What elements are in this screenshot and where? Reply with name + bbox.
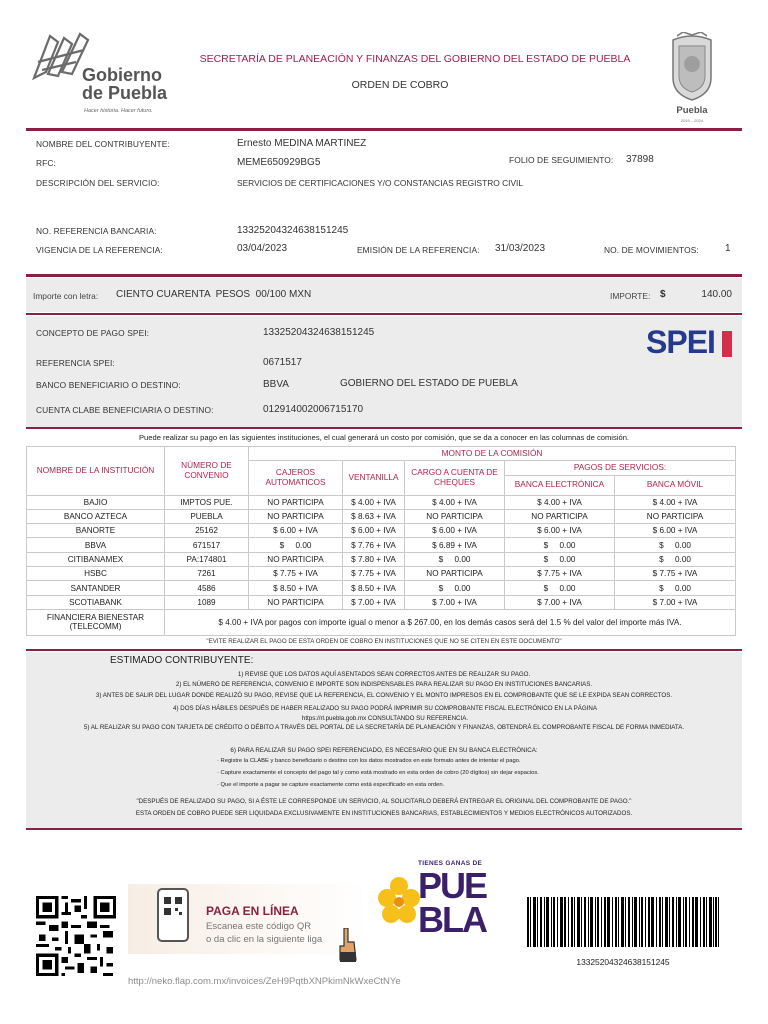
col-agreement-number: NÚMERO DE CONVENIO xyxy=(165,447,249,496)
taxpayer-name-value: Ernesto MEDINA MARTINEZ xyxy=(237,138,367,149)
pay-online-title: PAGA EN LÍNEA xyxy=(206,904,299,918)
import-value: 140.00 xyxy=(701,289,732,300)
seal-years: 2019 – 2024 xyxy=(680,118,704,123)
divider-notice-bottom xyxy=(26,828,742,830)
notice-item-6: 6) PARA REALIZAR SU PAGO SPEI REFERENCIADO, ES NECESARIO QUE EN SU BANCA ELECTRÓNICA: xyxy=(230,747,538,754)
phone-qr-icon xyxy=(156,887,190,943)
import-label: IMPORTE: xyxy=(610,291,651,301)
table-cell: $ 6.00 + IVA xyxy=(249,524,343,538)
table-row xyxy=(27,524,736,538)
table-cell: $ 7.76 + IVA xyxy=(343,538,405,552)
table-cell: $ 0.00 xyxy=(505,552,615,566)
folio-label: FOLIO DE SEGUIMIENTO: xyxy=(509,155,614,165)
table-cell: $ 0.00 xyxy=(615,581,736,595)
notice-item-2: 2) EL NÚMERO DE REFERENCIA, CONVENIO E IMPORTE SON INDISPENSABLES PARA REALIZAR SU PAGO EN INSTITUCIONES BANCARIAS. xyxy=(175,681,593,688)
table-cell: $ 0.00 xyxy=(249,538,343,552)
table-cell: CITIBANAMEX xyxy=(27,552,165,566)
table-cell: $ 4.00 + IVA xyxy=(505,495,615,509)
coat-of-arms-icon xyxy=(667,32,717,102)
table-cell: SANTANDER xyxy=(27,581,165,595)
spei-reference-label: REFERENCIA SPEI: xyxy=(36,358,115,368)
brand-line-2: BLA xyxy=(418,899,486,940)
table-cell: $ 7.00 + IVA xyxy=(405,595,505,609)
logo-tagline: Hacer historia. Hacer futuro. xyxy=(84,108,153,114)
notice-item-5: 5) AL REALIZAR SU PAGO CON TARJETA DE CRÉDITO O DÉBITO A TRAVÉS DEL PORTAL DE LA SECRETARÍA DE PLANEACIÓN Y FINANZAS, OBTENDRÁ EL COMPROBANTE FISCAL DE FORMA INMEDIATA. xyxy=(83,724,685,731)
table-cell: $ 7.75 + IVA xyxy=(615,567,736,581)
table-cell: BANCO AZTECA xyxy=(27,509,165,523)
barcode-icon xyxy=(527,897,719,947)
table-cell: $ 7.75 + IVA xyxy=(343,567,405,581)
table-cell: NO PARTICIPA xyxy=(405,509,505,523)
table-cell: $ 7.00 + IVA xyxy=(615,595,736,609)
table-cell: NO PARTICIPA xyxy=(249,552,343,566)
seal-caption: Puebla xyxy=(676,105,708,116)
notice-footer-1: "DESPUÉS DE REALIZADO SU PAGO, SI A ÉSTE LE CORRESPONDE UN SERVICIO, AL SOLICITARLO DEBERÁ ENTREGAR EL ORIGINAL DEL COMPROBANTE DE PAGO." xyxy=(136,798,632,805)
table-cell: $ 4.00 + IVA xyxy=(405,495,505,509)
folio-value: 37898 xyxy=(626,154,654,165)
col-electronic-banking: BANCA ELECTRÓNICA xyxy=(505,475,615,495)
table-row xyxy=(27,609,736,635)
table-cell: NO PARTICIPA xyxy=(405,567,505,581)
spei-concept-label: CONCEPTO DE PAGO SPEI: xyxy=(36,328,150,338)
taxpayer-name-label: NOMBRE DEL CONTRIBUYENTE: xyxy=(36,139,170,149)
col-window: VENTANILLA xyxy=(343,461,405,495)
table-cell: $ 0.00 xyxy=(405,552,505,566)
table-cell: NO PARTICIPA xyxy=(615,509,736,523)
table-cell: 1089 xyxy=(165,595,249,609)
rfc-value: MEME650929BG5 xyxy=(237,157,321,168)
validity-label: VIGENCIA DE LA REFERENCIA: xyxy=(36,245,163,255)
institutions-intro: Puede realizar su pago en las siguientes instituciones, el cual generará un costo por comisión, que se da a conocer en las columnas de comisión. xyxy=(138,433,630,442)
spei-logo-text: SPEI xyxy=(646,324,715,360)
pay-online-line-1: Escanea este código QR xyxy=(206,921,312,932)
table-cell: BANORTE xyxy=(27,524,165,538)
table-cell: HSBC xyxy=(27,567,165,581)
col-check-account: CARGO A CUENTA DE CHEQUES xyxy=(405,461,505,495)
spei-reference-value: 0671517 xyxy=(263,357,302,368)
table-cell: FINANCIERA BIENESTAR (TELECOMM) xyxy=(27,609,165,635)
clabe-value: 012914002006715170 xyxy=(263,404,364,415)
pointing-hand-icon xyxy=(334,928,358,962)
divider-spei-top xyxy=(26,313,742,315)
beneficiary-name-value: GOBIERNO DEL ESTADO DE PUEBLA xyxy=(340,378,518,389)
qr-code-icon[interactable] xyxy=(36,896,116,976)
movements-value: 1 xyxy=(725,243,731,254)
table-cell: IMPTOS PUE. xyxy=(165,495,249,509)
table-cell: $ 8.50 + IVA xyxy=(343,581,405,595)
service-description-value: SERVICIOS DE CERTIFICACIONES Y/O CONSTANCIAS REGISTRO CIVIL xyxy=(237,178,524,188)
logo-line-2: de Puebla xyxy=(82,83,168,103)
table-cell: $ 4.00 + IVA xyxy=(615,495,736,509)
barcode-number: 13325204324638151245 xyxy=(576,957,670,967)
table-cell: NO PARTICIPA xyxy=(249,595,343,609)
page-subtitle: ORDEN DE COBRO xyxy=(351,79,449,91)
reference-barcode xyxy=(527,897,719,947)
brand-line-1: PUE xyxy=(418,865,487,906)
divider-notice-top xyxy=(26,649,742,651)
table-cell: $ 6.00 + IVA xyxy=(615,524,736,538)
state-seal xyxy=(664,32,720,124)
brand-tagline: TIENES GANAS DE xyxy=(418,860,483,867)
service-description-label: DESCRIPCIÓN DEL SERVICIO: xyxy=(36,178,160,188)
table-cell: 7261 xyxy=(165,567,249,581)
table-cell: 4586 xyxy=(165,581,249,595)
table-cell: PA:174801 xyxy=(165,552,249,566)
notice-item-4: 4) DOS DÍAS HÁBILES DESPUÉS DE HABER REALIZADO SU PAGO PODRÁ IMPRIMIR SU COMPROBANTE FISCAL ELECTRÓNICO EN LA PÁGINA https://rl.puebla.gob.mx CONSULTANDO SU REFERENCIA. xyxy=(173,705,597,722)
government-logo xyxy=(28,28,168,118)
table-cell: $ 6.89 + IVA xyxy=(405,538,505,552)
notice-sub-item-2: · Capture exactamente el concepto del pago tal y como está mostrado en esta orden de cobro (20 dígitos) sin dejar espacios. xyxy=(217,770,539,776)
institutions-warning: "EVITE REALIZAR EL PAGO DE ESTA ORDEN DE COBRO EN INSTITUCIONES QUE NO SE CITEN EN ESTE DOCUMENTO" xyxy=(206,638,562,645)
institutions-table xyxy=(26,446,736,636)
spei-concept-value: 13325204324638151245 xyxy=(263,327,375,338)
payment-link[interactable]: http://neko.flap.com.mx/invoices/ZeH9PqtbXNPkimNkWxeCtNYe xyxy=(128,976,401,987)
table-cell: $ 8.63 + IVA xyxy=(343,509,405,523)
spei-logo-accent xyxy=(722,331,732,357)
page-title: SECRETARÍA DE PLANEACIÓN Y FINANZAS DEL GOBIERNO DEL ESTADO DE PUEBLA xyxy=(199,53,631,65)
table-cell: $ 8.50 + IVA xyxy=(249,581,343,595)
table-cell: $ 4.00 + IVA por pagos con importe igual o menor a $ 267.00, en los demás casos será del 1.5 % del valor del importe más IVA. xyxy=(165,609,736,635)
table-cell: $ 0.00 xyxy=(615,538,736,552)
pay-online-line-2: o da clic en la siguiente liga xyxy=(206,934,323,945)
table-cell: SCOTIABANK xyxy=(27,595,165,609)
col-service-payments: PAGOS DE SERVICIOS: xyxy=(505,461,736,475)
notice-title: ESTIMADO CONTRIBUYENTE: xyxy=(110,655,254,666)
table-cell: NO PARTICIPA xyxy=(249,495,343,509)
divider-top xyxy=(26,128,742,131)
divider-amount-top xyxy=(26,274,742,277)
col-commission: MONTO DE LA COMISIÓN xyxy=(249,447,736,461)
payment-qr-code[interactable] xyxy=(36,896,116,976)
table-cell: NO PARTICIPA xyxy=(249,509,343,523)
col-institution-name: NOMBRE DE LA INSTITUCIÓN xyxy=(27,447,165,496)
table-cell: $ 7.75 + IVA xyxy=(505,567,615,581)
col-atm: CAJEROS AUTOMATICOS xyxy=(249,461,343,495)
table-cell: $ 0.00 xyxy=(505,581,615,595)
notice-footer-2: ESTA ORDEN DE COBRO PUEDE SER LIQUIDADA EXCLUSIVAMENTE EN INSTITUCIONES BANCARIAS, ESTABLECIMIENTOS Y MEDIOS ELECTRÓNICOS AUTORIZADOS. xyxy=(135,810,633,817)
table-cell: BAJIO xyxy=(27,495,165,509)
table-cell: $ 7.80 + IVA xyxy=(343,552,405,566)
notice-sub-item-1: · Registre la CLABE y banco beneficiario o destino con los datos mostrados en este formato antes de intentar el pago. xyxy=(217,758,521,764)
validity-value: 03/04/2023 xyxy=(237,243,288,254)
issued-value: 31/03/2023 xyxy=(495,243,546,254)
table-cell: $ 7.00 + IVA xyxy=(343,595,405,609)
table-cell: $ 0.00 xyxy=(405,581,505,595)
table-row xyxy=(27,567,736,581)
table-cell: PUEBLA xyxy=(165,509,249,523)
amount-letter-label: Importe con letra: xyxy=(33,291,99,301)
bank-reference-value: 13325204324638151245 xyxy=(237,225,349,236)
table-cell: $ 6.00 + IVA xyxy=(343,524,405,538)
import-currency: $ xyxy=(660,289,666,300)
table-row xyxy=(27,552,736,566)
table-row xyxy=(27,581,736,595)
table-cell: $ 4.00 + IVA xyxy=(343,495,405,509)
clabe-label: CUENTA CLABE BENEFICIARIA O DESTINO: xyxy=(36,405,214,415)
rfc-label: RFC: xyxy=(36,158,56,168)
table-cell: $ 7.75 + IVA xyxy=(249,567,343,581)
amount-letter-value: CIENTO CUARENTA PESOS 00/100 MXN xyxy=(116,289,312,300)
notice-item-1: 1) REVISE QUE LOS DATOS AQUÍ ASENTADOS SEAN CORRECTOS ANTES DE REALIZAR SU PAGO. xyxy=(237,671,531,678)
table-cell: BBVA xyxy=(27,538,165,552)
movements-label: NO. DE MOVIMIENTOS: xyxy=(604,245,699,255)
pay-online-banner[interactable] xyxy=(128,884,368,954)
table-cell: NO PARTICIPA xyxy=(505,509,615,523)
flower-icon xyxy=(378,872,420,936)
bank-reference-label: NO. REFERENCIA BANCARIA: xyxy=(36,226,157,236)
spei-logo xyxy=(646,322,715,362)
table-cell: $ 7.00 + IVA xyxy=(505,595,615,609)
notice-sub-item-3: · Que el importe a pagar se capture exactamente como está especificado en esta orden. xyxy=(217,782,445,788)
logo-line-1: Gobierno xyxy=(82,65,162,85)
col-mobile-banking: BANCA MÓVIL xyxy=(615,475,736,495)
table-cell: 671517 xyxy=(165,538,249,552)
beneficiary-bank-value: BBVA xyxy=(263,379,289,390)
beneficiary-bank-label: BANCO BENEFICIARIO O DESTINO: xyxy=(36,380,181,390)
issued-label: EMISIÓN DE LA REFERENCIA: xyxy=(357,245,480,255)
table-cell: $ 6.00 + IVA xyxy=(405,524,505,538)
table-cell: $ 6.00 + IVA xyxy=(505,524,615,538)
table-row xyxy=(27,538,736,552)
puebla-brand-logo xyxy=(378,858,498,944)
table-row xyxy=(27,595,736,609)
table-row xyxy=(27,509,736,523)
table-cell: 25162 xyxy=(165,524,249,538)
notice-item-3: 3) ANTES DE SALIR DEL LUGAR DONDE REALIZÓ SU PAGO, REVISE QUE LA REFERENCIA, EL CONVENIO Y EL MONTO IMPRESOS EN EL COMPROBANTE QUE SE LE EXPIDA SEAN CORRECTOS. xyxy=(95,692,673,699)
table-cell: $ 0.00 xyxy=(505,538,615,552)
divider-spei-bottom xyxy=(26,427,742,429)
table-row xyxy=(27,495,736,509)
table-cell: $ 0.00 xyxy=(615,552,736,566)
